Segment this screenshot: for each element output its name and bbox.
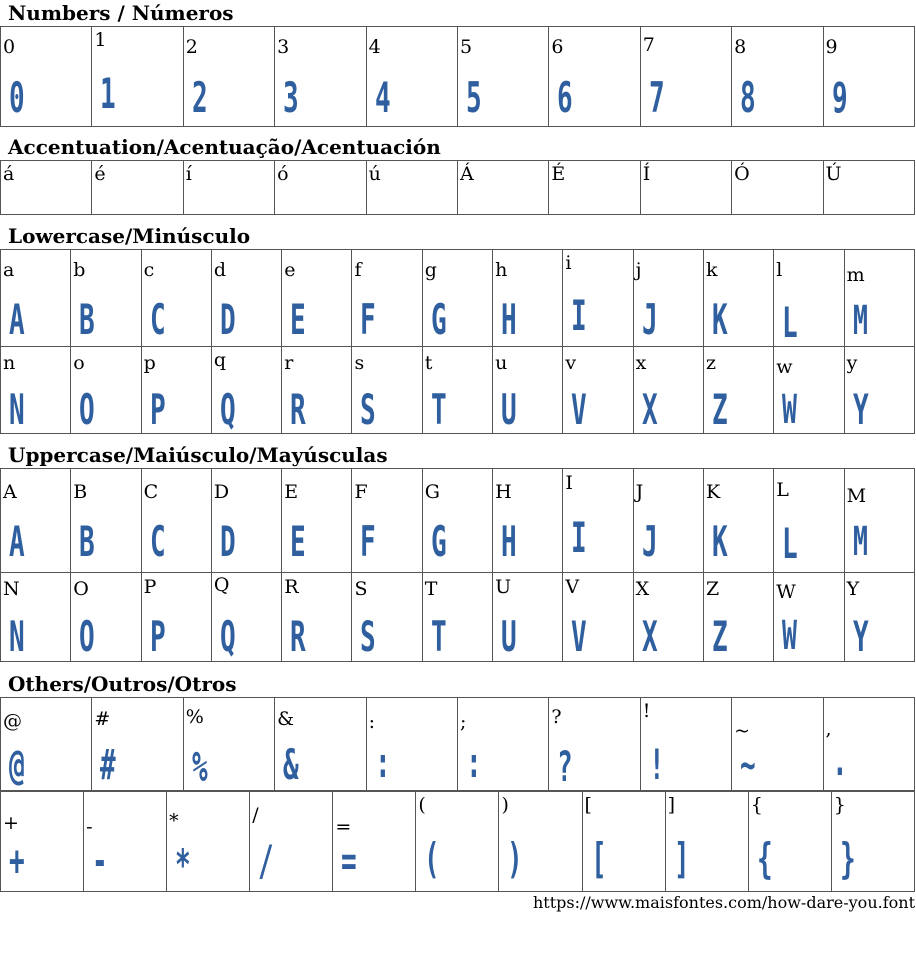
accentuation-heading: Accentuation/Acentuação/Acentuación — [8, 135, 441, 159]
cell-label: d — [213, 259, 227, 281]
glyph-sample: N — [9, 385, 25, 434]
glyph-cell — [183, 698, 274, 791]
glyph-sample: 2 — [191, 73, 207, 122]
cell-label: P — [143, 576, 157, 598]
cell-label: C — [143, 481, 159, 503]
cell-label: 8 — [734, 36, 747, 58]
cell-label: + — [3, 812, 19, 834]
glyph-sample: @ — [9, 740, 25, 789]
glyph-sample: P — [149, 612, 165, 661]
cell-label: ú — [368, 163, 381, 185]
glyph-cell — [92, 27, 183, 127]
glyph-sample: 7 — [648, 73, 664, 122]
cell-label: u — [495, 352, 508, 374]
glyph-cell — [1, 347, 71, 434]
glyph-sample: O — [79, 612, 95, 661]
glyph-sample: K — [711, 295, 728, 344]
glyph-cell — [823, 27, 914, 127]
glyph-cell — [633, 573, 703, 662]
cell-label: Ó — [734, 163, 750, 185]
glyph-cell — [549, 161, 640, 215]
glyph-sample: W — [782, 613, 797, 659]
glyph-cell — [416, 792, 499, 892]
uppercase-heading: Uppercase/Maiúsculo/Mayúsculas — [8, 443, 388, 467]
glyph-sample: 0 — [9, 73, 25, 122]
cell-label: ? — [551, 706, 562, 728]
cell-label: X — [635, 578, 650, 600]
cell-label: f — [354, 259, 362, 281]
glyph-sample: Z — [711, 612, 728, 661]
source-url[interactable]: https://www.maisfontes.com/how-dare-you.font — [532, 893, 915, 912]
glyph-sample: / — [258, 836, 274, 885]
glyph-sample: ! — [648, 740, 664, 789]
cell-label: j — [635, 259, 642, 281]
glyph-sample: T — [430, 612, 446, 661]
cell-label: R — [284, 576, 299, 598]
cell-label: Í — [642, 163, 651, 185]
glyph-sample: 3 — [283, 73, 299, 122]
glyph-sample: 4 — [374, 73, 390, 122]
cell-label: v — [565, 352, 577, 374]
cell-label: 6 — [551, 36, 564, 58]
glyph-sample: * — [175, 840, 191, 889]
glyph-cell — [703, 250, 773, 347]
glyph-sample: L — [782, 298, 798, 347]
glyph-sample: K — [711, 517, 728, 566]
glyph-sample: ] — [673, 834, 689, 883]
glyph-cell — [1, 698, 92, 791]
cell-label: ] — [667, 794, 676, 816]
cell-label: { — [750, 794, 763, 816]
glyph-cell — [748, 792, 831, 892]
cell-label: 1 — [94, 29, 107, 51]
glyph-cell — [499, 792, 582, 892]
glyph-sample: : — [465, 738, 482, 787]
glyph-sample: ) — [507, 834, 523, 883]
glyph-cell — [457, 698, 548, 791]
cell-label: B — [73, 481, 88, 503]
cell-label: @ — [3, 710, 22, 732]
glyph-sample: H — [501, 295, 517, 344]
glyph-sample: G — [430, 517, 446, 566]
glyph-cell — [703, 469, 773, 573]
glyph-cell — [774, 573, 844, 662]
glyph-cell — [92, 698, 183, 791]
glyph-cell — [352, 469, 422, 573]
glyph-cell — [141, 573, 211, 662]
cell-label: 7 — [642, 34, 655, 56]
glyph-cell — [333, 792, 416, 892]
glyph-sample: U — [501, 612, 517, 661]
glyph-cell — [282, 347, 352, 434]
cell-label: / — [252, 804, 259, 826]
glyph-cell — [71, 573, 141, 662]
cell-label: E — [284, 481, 299, 503]
cell-label: É — [551, 163, 566, 185]
glyph-sample: R — [290, 385, 306, 434]
glyph-cell — [844, 469, 914, 573]
glyph-cell — [352, 573, 422, 662]
cell-label: é — [94, 163, 106, 185]
cell-label: Z — [705, 578, 720, 600]
glyph-sample: Y — [852, 612, 868, 661]
cell-label: ; — [459, 711, 467, 733]
cell-label: e — [284, 259, 296, 281]
cell-label: N — [3, 578, 20, 600]
cell-label: A — [3, 481, 17, 503]
glyph-sample: # — [100, 740, 116, 789]
glyph-cell — [823, 698, 914, 791]
glyph-cell — [703, 347, 773, 434]
glyph-cell — [774, 347, 844, 434]
glyph-cell — [71, 250, 141, 347]
glyph-cell — [422, 347, 492, 434]
others-table-row1 — [0, 697, 915, 791]
glyph-sample: E — [290, 295, 306, 344]
glyph-cell — [774, 250, 844, 347]
glyph-cell — [633, 250, 703, 347]
glyph-cell — [1, 469, 71, 573]
glyph-cell — [71, 347, 141, 434]
cell-label: U — [495, 576, 512, 598]
glyph-sample: E — [290, 517, 306, 566]
cell-label: l — [776, 259, 783, 281]
glyph-cell — [844, 347, 914, 434]
numbers-heading: Numbers / Números — [8, 1, 234, 25]
cell-label: Á — [459, 163, 474, 185]
glyph-cell — [633, 469, 703, 573]
cell-label: w — [776, 356, 793, 378]
cell-label: J — [635, 481, 644, 503]
glyph-cell — [640, 161, 731, 215]
glyph-cell — [831, 792, 914, 892]
cell-label: D — [213, 481, 230, 503]
glyph-sample: J — [641, 295, 657, 344]
glyph-sample: % — [191, 742, 207, 791]
cell-label: k — [705, 259, 718, 281]
glyph-sample: + — [9, 836, 25, 885]
glyph-cell — [563, 250, 633, 347]
glyph-cell — [141, 347, 211, 434]
cell-label: 9 — [825, 36, 838, 58]
cell-label: F — [354, 481, 368, 503]
glyph-cell — [167, 792, 250, 892]
cell-label: 5 — [459, 36, 473, 58]
glyph-cell — [823, 161, 914, 215]
glyph-sample: W — [782, 387, 797, 433]
glyph-sample: ( — [424, 834, 440, 883]
glyph-sample: M — [852, 298, 867, 344]
cell-label: y — [846, 352, 858, 374]
glyph-cell — [282, 573, 352, 662]
glyph-sample: & — [283, 740, 299, 789]
glyph-cell — [703, 573, 773, 662]
glyph-cell — [1, 161, 92, 215]
glyph-cell — [352, 347, 422, 434]
cell-label: L — [776, 479, 789, 501]
glyph-cell — [844, 250, 914, 347]
others-table-row2 — [0, 791, 915, 892]
cell-label: b — [73, 259, 86, 281]
cell-label: H — [495, 481, 512, 503]
cell-label: x — [635, 352, 647, 374]
glyph-sample: [ — [590, 834, 606, 883]
glyph-cell — [563, 573, 633, 662]
glyph-cell — [141, 250, 211, 347]
glyph-sample: - — [92, 836, 108, 885]
cell-label: 4 — [368, 36, 381, 58]
glyph-cell — [282, 469, 352, 573]
cell-label: i — [565, 252, 572, 274]
glyph-cell — [250, 792, 333, 892]
glyph-sample: V — [571, 385, 587, 434]
cell-label: K — [705, 481, 721, 503]
numbers-table — [0, 26, 915, 127]
glyph-sample: B — [79, 295, 95, 344]
glyph-cell — [732, 27, 823, 127]
glyph-sample: P — [149, 385, 165, 434]
glyph-cell — [1, 573, 71, 662]
glyph-sample: F — [360, 295, 376, 344]
cell-label: ó — [277, 163, 289, 185]
glyph-sample: N — [9, 612, 25, 661]
glyph-sample: C — [149, 295, 165, 344]
glyph-sample: Y — [852, 385, 868, 434]
glyph-cell — [211, 347, 281, 434]
glyph-sample: { — [756, 834, 772, 883]
glyph-cell — [366, 27, 457, 127]
glyph-cell — [493, 347, 563, 434]
cell-label: c — [143, 259, 155, 281]
cell-label: q — [213, 349, 227, 371]
glyph-cell — [275, 161, 366, 215]
glyph-sample: X — [641, 612, 657, 661]
cell-label: I — [565, 472, 573, 494]
glyph-sample: S — [360, 612, 376, 661]
glyph-cell — [582, 792, 665, 892]
accentuation-table — [0, 160, 915, 215]
glyph-sample: I — [571, 291, 587, 340]
lowercase-table — [0, 249, 915, 434]
glyph-sample: . — [831, 736, 847, 785]
glyph-sample: B — [79, 517, 95, 566]
cell-label: , — [825, 718, 832, 740]
cell-label: M — [846, 485, 867, 507]
cell-label: p — [143, 352, 156, 374]
glyph-sample: R — [290, 612, 306, 661]
cell-label: í — [185, 163, 192, 185]
glyph-sample: I — [571, 513, 587, 562]
glyph-cell — [1, 27, 92, 127]
glyph-cell — [665, 792, 748, 892]
glyph-sample: A — [9, 295, 25, 344]
glyph-sample: A — [9, 517, 25, 566]
cell-label: t — [424, 352, 433, 374]
glyph-cell — [211, 250, 281, 347]
glyph-cell — [352, 250, 422, 347]
glyph-sample: U — [501, 385, 517, 434]
cell-label: % — [185, 706, 204, 728]
glyph-sample: D — [219, 295, 235, 344]
cell-label: - — [86, 816, 93, 838]
glyph-cell — [282, 250, 352, 347]
cell-label: G — [424, 481, 440, 503]
glyph-cell — [563, 469, 633, 573]
cell-label: Q — [213, 574, 230, 596]
cell-label: O — [73, 578, 89, 600]
cell-label: & — [277, 708, 295, 730]
glyph-sample: D — [219, 517, 235, 566]
cell-label: T — [424, 578, 438, 600]
glyph-cell — [640, 698, 731, 791]
cell-label: V — [565, 576, 580, 598]
glyph-sample: } — [839, 834, 855, 883]
glyph-sample: G — [430, 295, 446, 344]
cell-label: z — [705, 352, 716, 374]
cell-label: } — [833, 794, 846, 816]
glyph-sample: Z — [711, 385, 728, 434]
cell-label: ~ — [734, 720, 751, 742]
glyph-cell — [844, 573, 914, 662]
cell-label: o — [73, 352, 85, 374]
cell-label: W — [776, 581, 796, 603]
cell-label: 3 — [277, 36, 290, 58]
cell-label: ( — [418, 794, 426, 816]
cell-label: g — [424, 259, 437, 281]
cell-label: [ — [584, 794, 592, 816]
cell-label: 2 — [185, 36, 198, 58]
glyph-cell — [84, 792, 167, 892]
cell-label: * — [169, 810, 179, 832]
cell-label: : — [368, 711, 375, 733]
glyph-cell — [457, 161, 548, 215]
glyph-cell — [183, 161, 274, 215]
cell-label: ) — [501, 794, 509, 816]
glyph-cell — [732, 698, 823, 791]
glyph-sample: O — [79, 385, 95, 434]
glyph-sample: L — [782, 519, 798, 568]
glyph-sample: J — [641, 517, 657, 566]
glyph-cell — [92, 161, 183, 215]
cell-label: h — [495, 259, 508, 281]
glyph-sample: T — [430, 385, 446, 434]
glyph-sample: H — [501, 517, 517, 566]
glyph-sample: : — [374, 738, 390, 787]
cell-label: a — [3, 259, 15, 281]
glyph-cell — [211, 469, 281, 573]
glyph-cell — [457, 27, 548, 127]
cell-label: m — [846, 264, 865, 286]
glyph-cell — [493, 469, 563, 573]
glyph-sample: F — [360, 517, 376, 566]
glyph-cell — [1, 792, 84, 892]
cell-label: Y — [846, 578, 860, 600]
glyph-cell — [563, 347, 633, 434]
glyph-cell — [633, 347, 703, 434]
glyph-cell — [1, 250, 71, 347]
glyph-cell — [71, 469, 141, 573]
glyph-cell — [141, 469, 211, 573]
glyph-sample: Q — [219, 385, 235, 434]
cell-label: 0 — [3, 36, 16, 58]
glyph-sample: ~ — [740, 740, 756, 789]
cell-label: n — [3, 352, 16, 374]
glyph-cell — [422, 469, 492, 573]
glyph-sample: 1 — [100, 69, 116, 118]
glyph-cell — [549, 27, 640, 127]
glyph-cell — [422, 250, 492, 347]
glyph-sample: V — [571, 612, 587, 661]
glyph-sample: Q — [219, 612, 235, 661]
cell-label: á — [3, 163, 15, 185]
glyph-cell — [549, 698, 640, 791]
glyph-cell — [640, 27, 731, 127]
cell-label: s — [354, 352, 365, 374]
glyph-sample: ? — [557, 742, 573, 791]
glyph-cell — [275, 698, 366, 791]
cell-label: S — [354, 578, 368, 600]
glyph-sample: M — [852, 519, 867, 565]
glyph-sample: 8 — [740, 73, 756, 122]
cell-label: ! — [642, 700, 651, 722]
glyph-cell — [211, 573, 281, 662]
glyph-cell — [183, 27, 274, 127]
glyph-sample: = — [341, 836, 357, 885]
cell-label: # — [94, 708, 111, 730]
cell-label: = — [335, 816, 352, 838]
glyph-sample: S — [360, 385, 376, 434]
glyph-cell — [422, 573, 492, 662]
glyph-sample: 5 — [465, 73, 482, 122]
glyph-cell — [493, 573, 563, 662]
glyph-cell — [366, 698, 457, 791]
glyph-cell — [774, 469, 844, 573]
glyph-sample: X — [641, 385, 657, 434]
glyph-cell — [366, 161, 457, 215]
others-heading: Others/Outros/Otros — [8, 672, 237, 696]
glyph-sample: 6 — [557, 73, 573, 122]
glyph-cell — [732, 161, 823, 215]
cell-label: Ú — [825, 163, 842, 185]
glyph-sample: 9 — [831, 73, 847, 122]
cell-label: r — [284, 352, 294, 374]
glyph-sample: C — [149, 517, 165, 566]
glyph-cell — [275, 27, 366, 127]
uppercase-table — [0, 468, 915, 662]
glyph-cell — [493, 250, 563, 347]
lowercase-heading: Lowercase/Minúsculo — [8, 224, 251, 248]
